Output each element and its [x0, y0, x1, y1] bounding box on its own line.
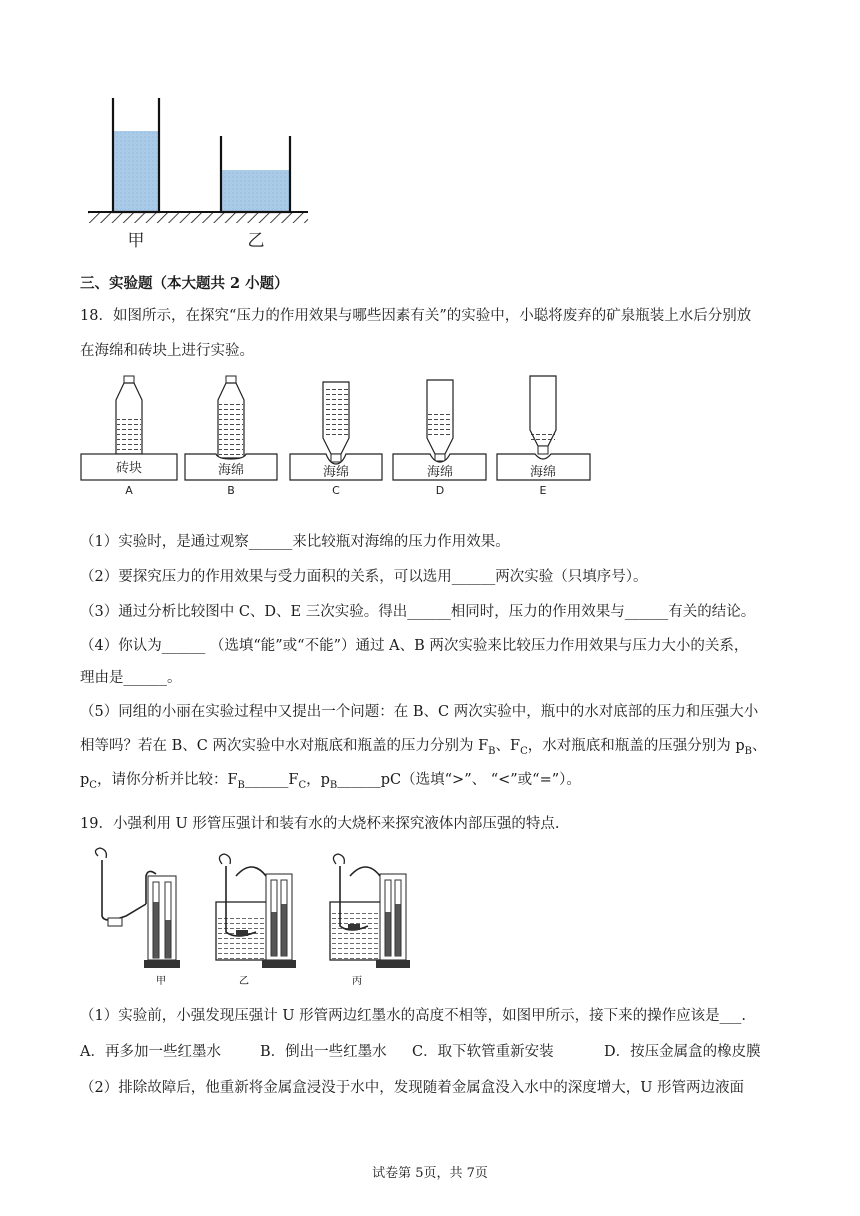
surface-label-a: 砖块 [115, 461, 143, 476]
figure-17-containers [80, 96, 320, 256]
surface-label-b: 海绵 [217, 463, 245, 478]
q19-option-b: B．倒出一些红墨水 [260, 1044, 387, 1060]
q19-option-d: D．按压金属盒的橡皮膜 [604, 1044, 761, 1060]
label-yi: 乙 [247, 231, 265, 251]
panel-b [185, 376, 277, 497]
surface-label-e: 海绵 [529, 465, 557, 480]
panel-letter-d: D [435, 484, 445, 497]
manometer-yi [216, 854, 296, 987]
ground-hatch [88, 213, 308, 223]
q18-part4-line2: 理由是______。 [80, 670, 182, 686]
panel-letter-c: C [332, 484, 340, 497]
bottle-cap-b [226, 376, 236, 383]
label-bing-19: 丙 [352, 976, 362, 987]
hand-jia [95, 848, 106, 858]
surface-label-d: 海绵 [426, 465, 454, 480]
bottle-c-water [324, 386, 348, 438]
panel-e [497, 376, 590, 497]
panel-d [393, 380, 486, 497]
manometer-jia [95, 848, 180, 987]
panel-c [290, 382, 382, 497]
figure-18-bottles [80, 372, 595, 498]
q18-part5-line3: $p_C$，请你分析并比较：$F_B\_\_\_\_\_\_F_C$，$p_B\_\_\_\_\_\_pC$（选填“>”、 “<”或“=”）。 [80, 772, 581, 791]
bottle-cap-e [538, 446, 548, 454]
container-yi-water [222, 170, 289, 211]
bottle-b-water [219, 400, 243, 457]
q18-part3: （3）通过分析比较图中 C、D、E 三次实验。得出______相同时，压力的作用效果与______有关的结论。 [80, 604, 756, 620]
page-footer: 试卷第 5页，共 7页 [372, 1166, 488, 1181]
bottle-cap-d [435, 454, 445, 461]
label-jia: 甲 [127, 231, 145, 251]
section-heading: 三、实验题（本大题共 2 小题） [80, 275, 289, 292]
q18-stem-line2: 在海绵和砖块上进行实验。 [80, 343, 254, 359]
bottle-cap-c [331, 454, 341, 462]
bottle-a-water [117, 418, 141, 453]
label-jia-19: 甲 [156, 976, 166, 987]
bottle-d-water [428, 410, 452, 438]
q18-part2: （2）要探究压力的作用效果与受力面积的关系，可以选用______两次实验（只填序号）。 [80, 569, 648, 585]
q18-part1: （1）实验时，是通过观察______来比较瓶对海绵的压力作用效果。 [80, 534, 510, 550]
figure-19-manometers [86, 846, 416, 988]
q19-part2: （2）排除故障后，他重新将金属盒浸没于水中，发现随着金属盒没入水中的深度增大，U 形管两边液面 [80, 1080, 745, 1096]
q18-stem-line1: 18．如图所示，在探究“压力的作用效果与哪些因素有关”的实验中，小聪将废弃的矿泉瓶装上水后分别放 [80, 308, 752, 324]
panel-letter-e: E [539, 484, 547, 497]
panel-a [81, 376, 177, 497]
q18-part5-line2: 相等吗？若在 B、C 两次实验中水对瓶底和瓶盖的压力分别为 $F_B$、$F_C$，水对瓶底和瓶盖的压强分别为 $p_B$、 [80, 738, 767, 757]
q19-option-a: A．再多加一些红墨水 [80, 1044, 221, 1060]
surface-label-c: 海绵 [322, 465, 350, 480]
container-jia-water [114, 131, 158, 211]
q19-stem: 19．小强利用 U 形管压强计和装有水的大烧杯来探究液体内部压强的特点. [80, 816, 560, 832]
bottle-e-water [531, 430, 555, 444]
probe-jia [108, 918, 122, 926]
bottle-cap-a [124, 376, 134, 383]
manometer-bing [330, 854, 410, 987]
q18-part5-line1: （5）同组的小丽在实验过程中又提出一个问题：在 B、C 两次实验中，瓶中的水对底部的压力和压强大小 [80, 704, 759, 720]
q18-part4-line1: （4）你认为______ （选填“能”或“不能”）通过 A、B 两次实验来比较压力作用效果与压力大小的关系， [80, 638, 749, 654]
q19-option-c: C．取下软管重新安装 [412, 1044, 554, 1060]
label-yi-19: 乙 [239, 976, 249, 987]
panel-letter-a: A [125, 484, 133, 497]
q19-part1: （1）实验前，小强发现压强计 U 形管两边红墨水的高度不相等，如图甲所示，接下来的操作应该是___. [80, 1008, 747, 1024]
panel-letter-b: B [227, 484, 235, 497]
